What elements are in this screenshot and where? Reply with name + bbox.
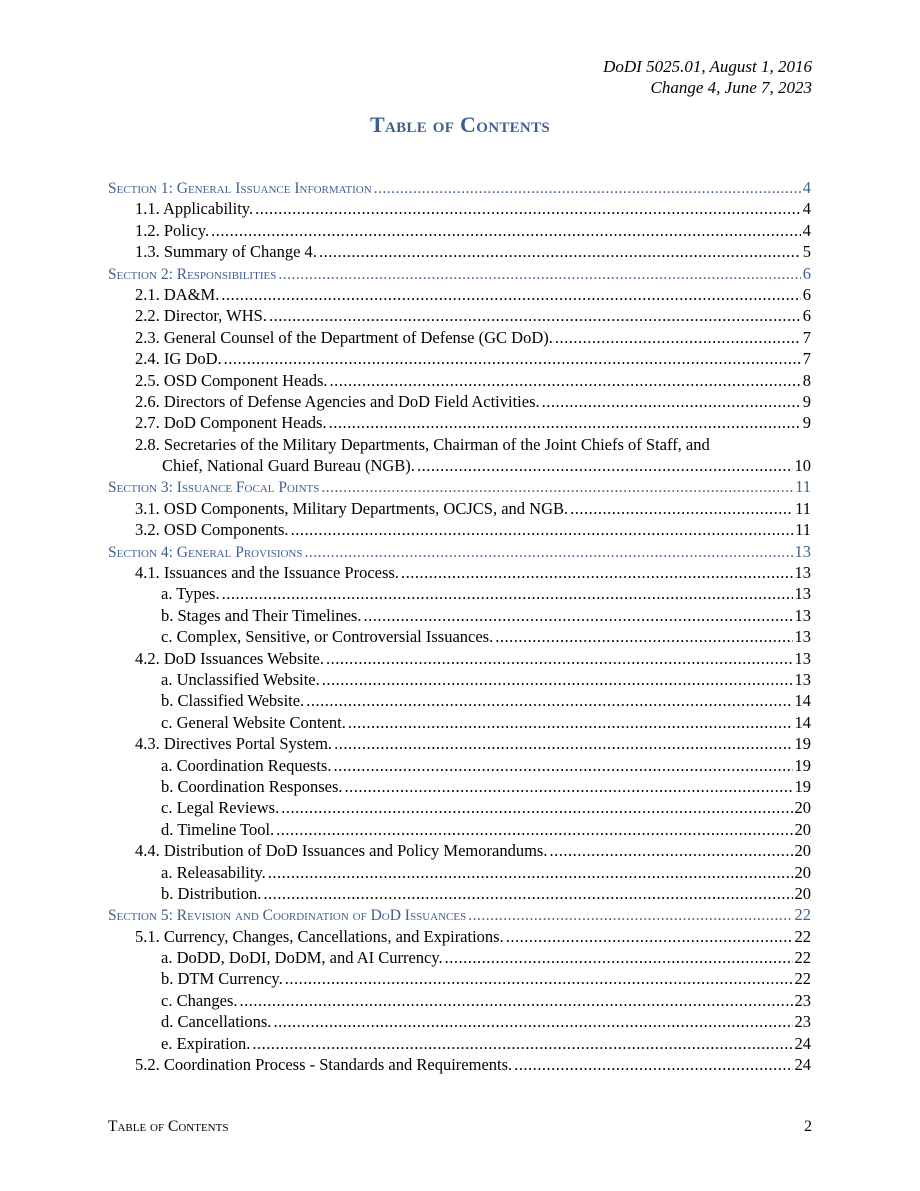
toc-entry[interactable]	[108, 241, 811, 262]
toc-entry[interactable]	[108, 1011, 811, 1032]
dot-leader	[334, 733, 792, 754]
toc-entry-page: 23	[794, 990, 811, 1010]
table-of-contents	[108, 177, 811, 1075]
dot-leader	[570, 498, 793, 519]
dot-leader	[319, 241, 801, 262]
toc-entry-page: 24	[794, 1033, 811, 1053]
toc-entry-label: d. Timeline Tool.	[161, 819, 275, 839]
toc-entry[interactable]	[108, 583, 811, 604]
toc-entry-page: 13	[794, 584, 811, 604]
toc-entry-page: 11	[795, 498, 811, 518]
toc-entry-page: 13	[794, 541, 811, 561]
toc-entry-page: 7	[802, 327, 811, 347]
toc-entry-page: 13	[794, 605, 811, 625]
toc-entry[interactable]	[108, 434, 811, 477]
dot-leader	[306, 690, 792, 711]
toc-entry[interactable]	[108, 1033, 811, 1054]
toc-entry[interactable]	[108, 220, 811, 241]
dot-leader	[224, 348, 801, 369]
toc-entry-page: 11	[795, 477, 811, 497]
dot-leader	[305, 542, 793, 562]
footer-page-number: 2	[804, 1118, 812, 1135]
toc-entry-label: 2.4. IG DoD.	[135, 349, 222, 369]
toc-entry-label: c. Changes.	[161, 990, 238, 1010]
toc-entry-label: c. General Website Content.	[161, 712, 346, 732]
dot-leader	[348, 712, 793, 733]
toc-entry-label: 1.1. Applicability.	[135, 199, 254, 219]
toc-entry-label: b. Distribution.	[161, 883, 262, 903]
toc-entry-label: 2.8. Secretaries of the Military Departments, Chairman of the Joint Chiefs of Staff, and	[135, 434, 710, 454]
toc-entry-label: a. DoDD, DoDI, DoDM, and AI Currency.	[161, 948, 443, 968]
dot-leader	[211, 220, 801, 241]
toc-entry-label: 4.1. Issuances and the Issuance Process.	[135, 563, 399, 583]
toc-entry-page: 20	[794, 883, 811, 903]
dot-leader	[281, 797, 792, 818]
toc-entry-page: 4	[802, 178, 811, 197]
toc-entry-label: 2.6. Directors of Defense Agencies and DoD Field Activities.	[135, 391, 540, 411]
toc-entry[interactable]	[108, 926, 811, 947]
dot-leader	[506, 926, 793, 947]
toc-entry-label: b. DTM Currency.	[161, 969, 283, 989]
toc-entry[interactable]	[108, 712, 811, 733]
document-header	[603, 56, 812, 98]
toc-section-entry[interactable]	[108, 476, 811, 497]
toc-entry-label: c. Complex, Sensitive, or Controversial Issuances.	[161, 627, 494, 647]
toc-section-entry[interactable]	[108, 904, 811, 925]
toc-entry-label: 1.2. Policy.	[135, 220, 210, 240]
toc-section-entry[interactable]	[108, 263, 811, 284]
toc-entry[interactable]	[108, 883, 811, 904]
toc-entry[interactable]	[108, 498, 811, 519]
toc-entry[interactable]	[108, 862, 811, 883]
toc-entry-page: 13	[794, 648, 811, 668]
dot-leader	[269, 305, 801, 326]
toc-entry-label: 4.2. DoD Issuances Website.	[135, 648, 325, 668]
dot-leader	[252, 1033, 792, 1054]
toc-entry[interactable]	[108, 648, 811, 669]
toc-entry-page: 14	[794, 712, 811, 732]
toc-entry[interactable]	[108, 412, 811, 433]
dot-leader	[322, 669, 793, 690]
dot-leader	[549, 840, 792, 861]
toc-entry[interactable]	[108, 348, 811, 369]
page-footer	[108, 1118, 812, 1136]
toc-entry-label: b. Stages and Their Timelines.	[161, 605, 362, 625]
toc-entry[interactable]	[108, 605, 811, 626]
toc-entry-label: Section 2: Responsibilities	[108, 265, 277, 283]
toc-entry[interactable]	[108, 305, 811, 326]
toc-entry-page: 9	[802, 413, 811, 433]
dot-leader	[276, 819, 792, 840]
toc-entry[interactable]	[108, 198, 811, 219]
toc-entry-label: 3.2. OSD Components.	[135, 520, 289, 540]
toc-entry-page: 22	[794, 969, 811, 989]
toc-entry-page: 13	[794, 669, 811, 689]
dot-leader	[326, 648, 792, 669]
header-doc-id: DoDI 5025.01, August 1, 2016	[603, 57, 812, 76]
toc-entry-label: c. Legal Reviews.	[161, 798, 280, 818]
toc-entry-page: 24	[794, 1055, 811, 1075]
toc-entry-label: 2.2. Director, WHS.	[135, 306, 267, 326]
toc-entry-page: 22	[794, 926, 811, 946]
toc-entry-label: 4.3. Directives Portal System.	[135, 734, 333, 754]
dot-leader	[291, 519, 794, 540]
toc-entry[interactable]	[108, 1054, 811, 1075]
toc-entry-page: 6	[802, 263, 811, 283]
dot-leader	[542, 391, 801, 412]
toc-entry-page: 8	[802, 370, 811, 390]
toc-entry-label: Section 5: Revision and Coordination of DoD Issuances	[108, 907, 467, 925]
toc-entry[interactable]	[108, 562, 811, 583]
toc-entry-page: 7	[802, 349, 811, 369]
toc-entry[interactable]	[108, 840, 811, 861]
dot-leader	[374, 178, 801, 198]
toc-entry-label: 2.5. OSD Component Heads.	[135, 370, 328, 390]
toc-entry-page: 4	[802, 199, 811, 219]
toc-entry-page: 11	[795, 520, 811, 540]
toc-entry[interactable]	[108, 755, 811, 776]
toc-section-entry[interactable]	[108, 177, 811, 198]
dot-leader	[321, 477, 793, 497]
toc-entry-label: 4.4. Distribution of DoD Issuances and Policy Memorandums.	[135, 841, 548, 861]
toc-entry[interactable]	[108, 519, 811, 540]
dot-leader	[221, 284, 800, 305]
dot-leader	[330, 370, 801, 391]
toc-entry-page: 19	[794, 734, 811, 754]
dot-leader	[263, 883, 792, 904]
toc-entry-label: 2.7. DoD Component Heads.	[135, 413, 327, 433]
dot-leader	[333, 755, 792, 776]
toc-entry-page: 10	[794, 456, 811, 476]
toc-entry-page: 22	[794, 905, 811, 925]
toc-entry[interactable]	[108, 284, 811, 305]
dot-leader	[240, 990, 793, 1011]
dot-leader	[363, 605, 792, 626]
toc-entry-page: 20	[794, 819, 811, 839]
toc-entry-page: 23	[794, 1012, 811, 1032]
toc-entry-page: 19	[794, 755, 811, 775]
dot-leader	[345, 776, 793, 797]
toc-entry[interactable]	[108, 370, 811, 391]
toc-entry-label: Section 3: Issuance Focal Points	[108, 479, 320, 497]
toc-entry-label: e. Expiration.	[161, 1033, 251, 1053]
toc-entry-label: 2.1. DA&M.	[135, 284, 220, 304]
toc-entry-page: 13	[794, 627, 811, 647]
dot-leader	[417, 455, 793, 476]
toc-entry[interactable]	[108, 327, 811, 348]
dot-leader	[514, 1054, 792, 1075]
toc-entry-label: a. Releasability.	[161, 862, 266, 882]
dot-leader	[468, 905, 792, 925]
toc-entry-label: a. Unclassified Website.	[161, 669, 320, 689]
toc-entry-label: a. Types.	[161, 584, 220, 604]
toc-entry-page: 6	[802, 306, 811, 326]
toc-title: Table of Contents	[369, 112, 551, 137]
toc-entry-label: 5.2. Coordination Process - Standards and Requirements.	[135, 1055, 513, 1075]
toc-entry-page: 20	[794, 862, 811, 882]
toc-entry-continuation	[135, 455, 811, 476]
toc-entry-page: 4	[802, 220, 811, 240]
toc-entry-page: 14	[794, 691, 811, 711]
toc-entry-label: d. Cancellations.	[161, 1012, 272, 1032]
toc-entry[interactable]	[108, 733, 811, 754]
toc-entry[interactable]	[108, 819, 811, 840]
toc-entry-page: 22	[794, 948, 811, 968]
toc-entry-label: Section 4: General Provisions	[108, 543, 303, 561]
dot-leader	[555, 327, 801, 348]
dot-leader	[268, 862, 793, 883]
dot-leader	[255, 198, 801, 219]
dot-leader	[222, 583, 793, 604]
dot-leader	[273, 1011, 792, 1032]
footer-title: Table of Contents	[108, 1118, 229, 1135]
toc-entry[interactable]	[108, 990, 811, 1011]
toc-entry[interactable]	[108, 968, 811, 989]
toc-entry-label: 1.3. Summary of Change 4.	[135, 242, 317, 262]
toc-section-entry[interactable]	[108, 541, 811, 562]
dot-leader	[445, 947, 793, 968]
toc-entry-label: 2.3. General Counsel of the Department of Defense (GC DoD).	[135, 327, 553, 347]
toc-entry-label: 5.1. Currency, Changes, Cancellations, and Expirations.	[135, 926, 504, 946]
toc-entry[interactable]	[108, 797, 811, 818]
header-change: Change 4, June 7, 2023	[650, 78, 812, 97]
toc-entry-label-continued: Chief, National Guard Bureau (NGB).	[162, 456, 415, 476]
toc-entry-page: 13	[794, 563, 811, 583]
toc-entry-page: 6	[802, 284, 811, 304]
toc-entry-page: 5	[802, 242, 811, 262]
toc-entry-page: 9	[802, 391, 811, 411]
toc-entry-page: 19	[794, 776, 811, 796]
toc-entry-label: Section 1: General Issuance Information	[108, 180, 372, 197]
toc-entry-label: a. Coordination Requests.	[161, 755, 332, 775]
toc-entry-label: 3.1. OSD Components, Military Departments, OCJCS, and NGB.	[135, 498, 569, 518]
dot-leader	[285, 968, 793, 989]
dot-leader	[495, 626, 792, 647]
toc-entry[interactable]	[108, 669, 811, 690]
toc-entry-page: 20	[794, 798, 811, 818]
toc-entry[interactable]	[108, 690, 811, 711]
toc-entry-label: b. Classified Website.	[161, 691, 305, 711]
toc-entry[interactable]	[108, 626, 811, 647]
toc-entry[interactable]	[108, 391, 811, 412]
toc-entry[interactable]	[108, 776, 811, 797]
toc-entry-page: 20	[794, 841, 811, 861]
toc-entry[interactable]	[108, 947, 811, 968]
toc-entry-label: b. Coordination Responses.	[161, 776, 343, 796]
dot-leader	[401, 562, 793, 583]
dot-leader	[278, 264, 800, 284]
dot-leader	[329, 412, 801, 433]
